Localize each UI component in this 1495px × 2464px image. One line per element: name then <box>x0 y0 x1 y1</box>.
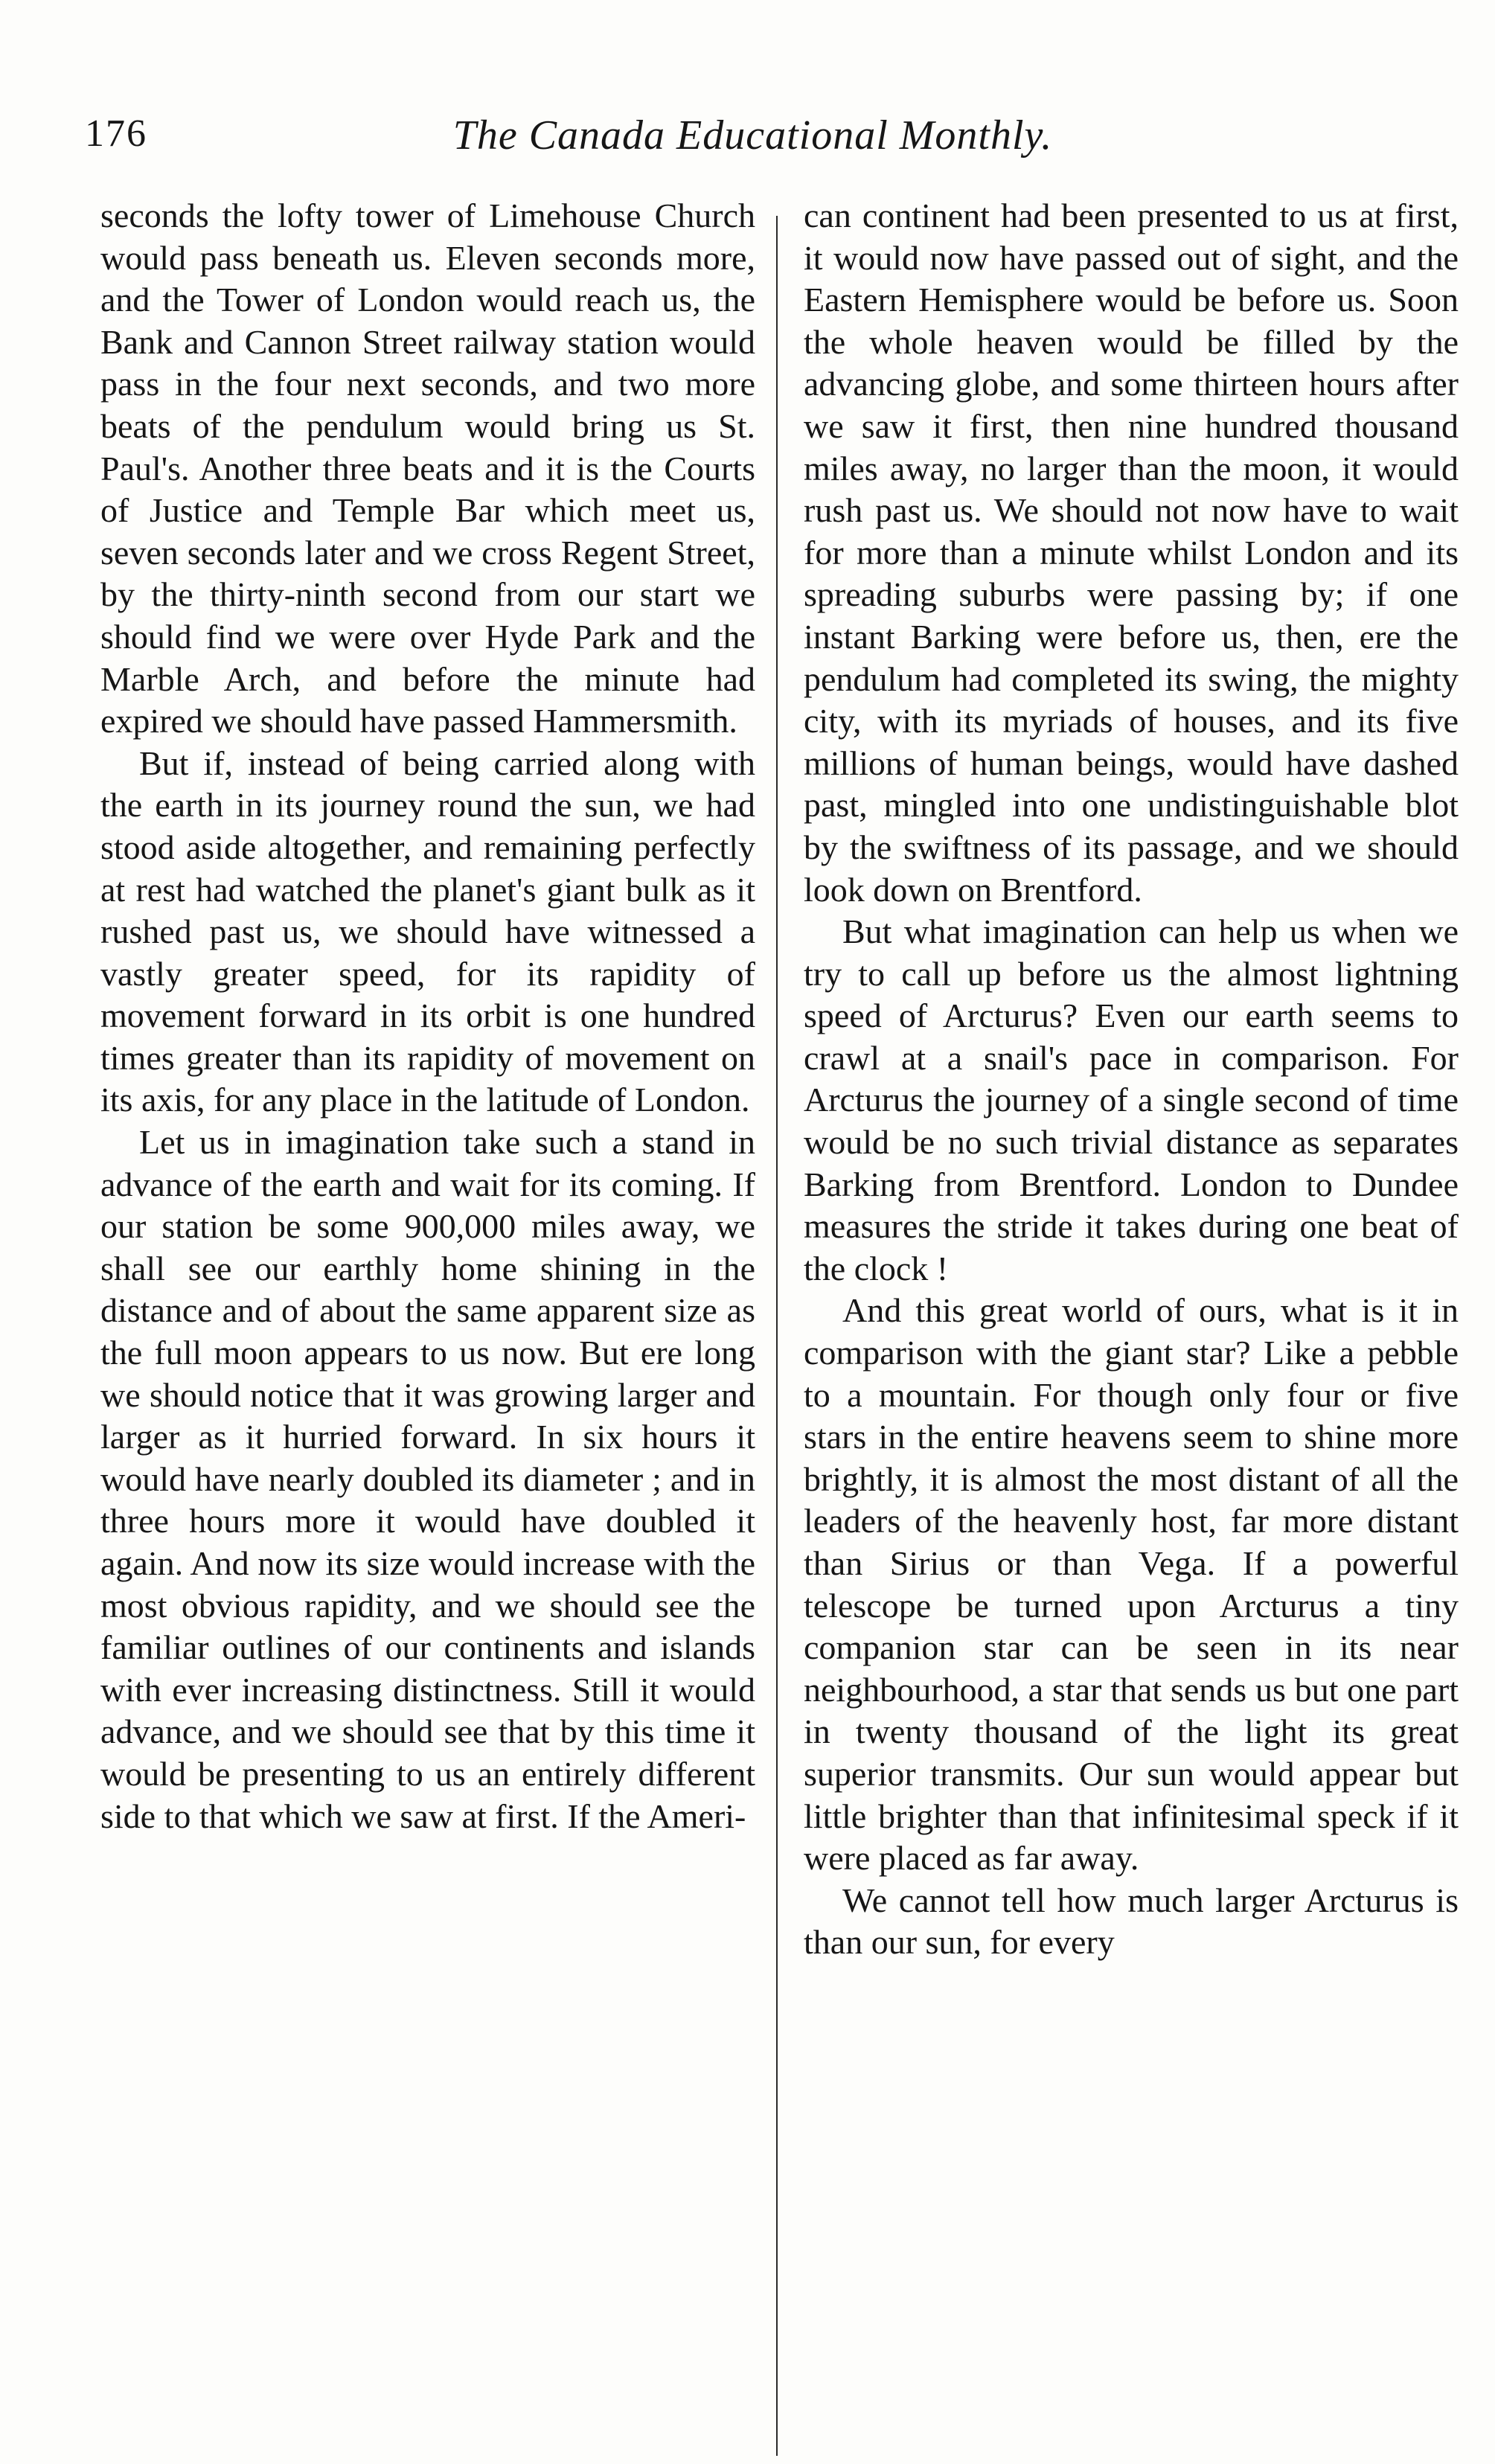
paragraph: can continent had been presented to us at first, it would now have passed out of sight, and the Eastern Hemisphere would be before us. Soon the whole heaven would be filled by the advancing globe, and some thirteen hours after we saw it first, then nine hundred thousand miles away, no larger than the moon, it would rush past us. We should not now have to wait for more than a minute whilst London and its spreading suburbs were passing by; if one instant Barking were before us, then, ere the pendulum had completed its swing, the mighty city, with its myriads of houses, and its five millions of human beings, would have dashed past, mingled into one undistinguishable blot by the swiftness of its passage, and we should look down on Brentford. <box>804 196 1459 909</box>
paragraph: But what imagination can help us when we try to call up before us the almost lightning speed of Arcturus? Even our earth seems to crawl at a snail's pace in comparison. For Arcturus the journey of a single second of time would be no such trivial distance as separates Barking from Brentford. London to Dundee measures the stride it takes during one beat of the clock ! <box>804 912 1459 1287</box>
paragraph: We cannot tell how much larger Arcturus is than our sun, for every <box>804 1881 1459 1962</box>
paragraph: And this great world of ours, what is it in comparison with the giant star? Like a pebble to a mountain. For though only four or five stars in the entire heavens seem to shine more brightly, it is almost the most distant of all the leaders of the heavenly host, far more distant than Sirius or than Vega. If a powerful telescope be turned upon Arcturus a tiny companion star can be seen in its near neighbourhood, a star that sends us but one part in twenty thousand of the light its great superior transmits. Our sun would appear but little brighter than that infinitesimal speck if it were placed as far away. <box>804 1291 1459 1878</box>
paragraph: Let us in imagination take such a stand in advance of the earth and wait for its coming. If our station be some 900,000 miles away, we shall see our earthly home shining in the distance and of about the same apparent size as the full moon appears to us now. But ere long we should notice that it was growing larger and larger as it hurried forward. In six hours it would have nearly doubled its diameter ; and in three hours more it would have doubled it again. And now its size would increase with the most obvious rapidity, and we should see the familiar outlines of our continents and islands with ever increasing distinctness. Still it would advance, and we should see that by this time it would be presenting to us an entirely different side to that which we saw at first. If the Ameri- <box>100 1123 755 1835</box>
paragraph: seconds the lofty tower of Limehouse Church would pass beneath us. Eleven seconds more, and the Tower of London would reach us, the Bank and Cannon Street railway station would pass in the four next seconds, and two more beats of the pendulum would bring us St. Paul's. Another three beats and it is the Courts of Justice and Temple Bar which meet us, seven seconds later and we cross Regent Street, by the thirty-ninth second from our start we should find we were over Hyde Park and the Marble Arch, and before the minute had expired we should have passed Hammersmith. <box>100 196 755 740</box>
left-column <box>100 195 755 1837</box>
page-header <box>85 112 1421 171</box>
running-title: The Canada Educational Monthly. <box>452 112 1053 159</box>
paragraph: But if, instead of being carried along with the earth in its journey round the sun, we had stood aside altogether, and remaining perfectly at rest had watched the planet's giant bulk as it rushed past us, we should have witnessed a vastly greater speed, for its rapidity of movement forward in its orbit is one hundred times greater than its rapidity of movement on its axis, for any place in the latitude of London. <box>100 743 755 1119</box>
column-divider <box>776 216 778 2456</box>
page-number: 176 <box>85 112 147 155</box>
right-column <box>804 195 1459 1964</box>
